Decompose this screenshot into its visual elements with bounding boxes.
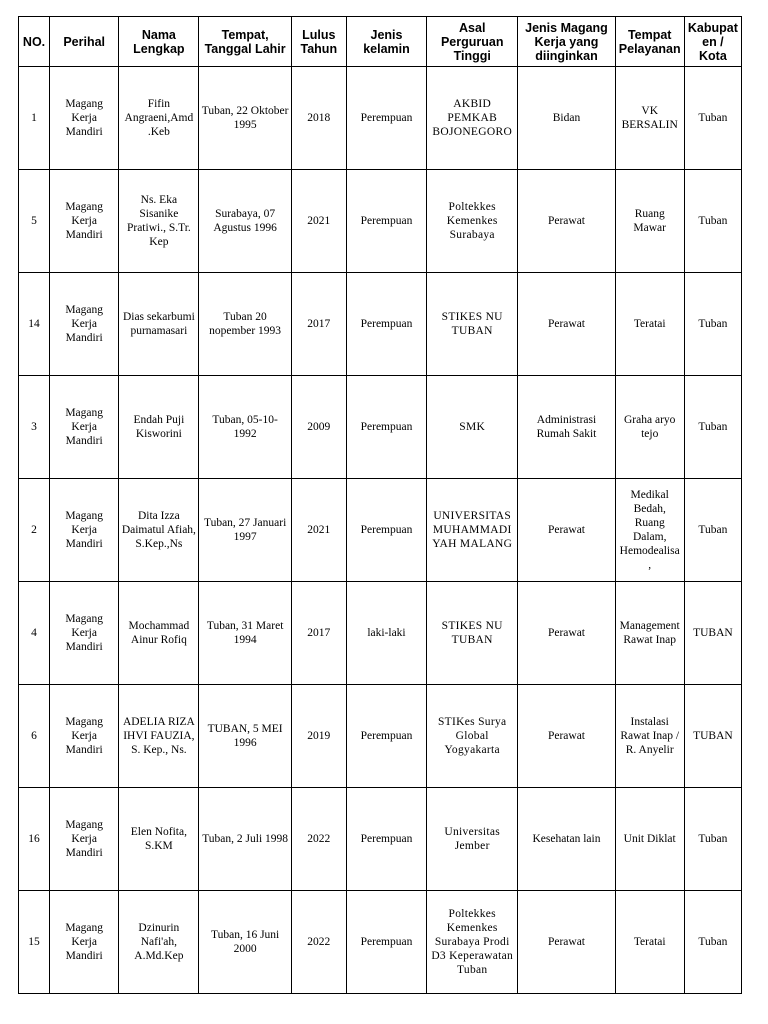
cell-kabupaten: Tuban xyxy=(684,67,741,170)
table-row xyxy=(19,479,742,582)
cell-perihal: Magang Kerja Mandiri xyxy=(50,685,119,788)
cell-ttl: Surabaya, 07 Agustus 1996 xyxy=(199,170,291,273)
cell-jenis-magang: Kesehatan lain xyxy=(518,788,615,891)
cell-nama: Elen Nofita, S.KM xyxy=(119,788,199,891)
cell-tempat: Ruang Mawar xyxy=(615,170,684,273)
cell-kabupaten: Tuban xyxy=(684,479,741,582)
cell-kabupaten: Tuban xyxy=(684,788,741,891)
cell-asal: STIKES NU TUBAN xyxy=(427,582,518,685)
cell-jenis-magang: Perawat xyxy=(518,170,615,273)
table-row xyxy=(19,376,742,479)
cell-tempat: Graha aryo tejo xyxy=(615,376,684,479)
cell-tempat: Teratai xyxy=(615,273,684,376)
cell-ttl: TUBAN, 5 MEI 1996 xyxy=(199,685,291,788)
cell-lulus: 2017 xyxy=(291,273,346,376)
cell-asal: STIKes Surya Global Yogyakarta xyxy=(427,685,518,788)
cell-jenis-magang: Perawat xyxy=(518,891,615,994)
cell-perihal: Magang Kerja Mandiri xyxy=(50,582,119,685)
table-row xyxy=(19,685,742,788)
cell-no: 6 xyxy=(19,685,50,788)
cell-perihal: Magang Kerja Mandiri xyxy=(50,170,119,273)
header-row xyxy=(19,17,742,67)
cell-jenis-kelamin: Perempuan xyxy=(346,891,426,994)
cell-lulus: 2009 xyxy=(291,376,346,479)
cell-no: 15 xyxy=(19,891,50,994)
cell-tempat: Teratai xyxy=(615,891,684,994)
table-row xyxy=(19,67,742,170)
cell-ttl: Tuban, 22 Oktober 1995 xyxy=(199,67,291,170)
cell-tempat: Management Rawat Inap xyxy=(615,582,684,685)
cell-asal: Poltekkes Kemenkes Surabaya Prodi D3 Keperawatan Tuban xyxy=(427,891,518,994)
cell-lulus: 2022 xyxy=(291,788,346,891)
cell-nama: Mochammad Ainur Rofiq xyxy=(119,582,199,685)
cell-no: 2 xyxy=(19,479,50,582)
table-header xyxy=(19,17,742,67)
cell-tempat: Medikal Bedah, Ruang Dalam, Hemodealisa , xyxy=(615,479,684,582)
header-jenis-magang: Jenis Magang Kerja yang diinginkan xyxy=(518,17,615,67)
cell-asal: AKBID PEMKAB BOJONEGORO xyxy=(427,67,518,170)
cell-ttl: Tuban, 16 Juni 2000 xyxy=(199,891,291,994)
cell-jenis-kelamin: Perempuan xyxy=(346,479,426,582)
cell-nama: Dzinurin Nafi'ah, A.Md.Kep xyxy=(119,891,199,994)
cell-jenis-kelamin: Perempuan xyxy=(346,376,426,479)
cell-tempat: Instalasi Rawat Inap / R. Anyelir xyxy=(615,685,684,788)
cell-kabupaten: TUBAN xyxy=(684,582,741,685)
cell-jenis-magang: Administrasi Rumah Sakit xyxy=(518,376,615,479)
cell-jenis-magang: Perawat xyxy=(518,685,615,788)
cell-kabupaten: Tuban xyxy=(684,891,741,994)
cell-nama: Fifin Angraeni,Amd .Keb xyxy=(119,67,199,170)
header-kabupaten: Kabupaten / Kota xyxy=(684,17,741,67)
cell-perihal: Magang Kerja Mandiri xyxy=(50,376,119,479)
cell-nama: Dita Izza Daimatul Afiah, S.Kep.,Ns xyxy=(119,479,199,582)
header-lulus: Lulus Tahun xyxy=(291,17,346,67)
header-perihal: Perihal xyxy=(50,17,119,67)
cell-jenis-kelamin: Perempuan xyxy=(346,170,426,273)
table-row xyxy=(19,582,742,685)
cell-jenis-magang: Perawat xyxy=(518,273,615,376)
cell-perihal: Magang Kerja Mandiri xyxy=(50,273,119,376)
cell-jenis-magang: Bidan xyxy=(518,67,615,170)
cell-kabupaten: Tuban xyxy=(684,273,741,376)
cell-asal: SMK xyxy=(427,376,518,479)
header-ttl: Tempat, Tanggal Lahir xyxy=(199,17,291,67)
table-row xyxy=(19,273,742,376)
header-jenis-kelamin: Jenis kelamin xyxy=(346,17,426,67)
cell-perihal: Magang Kerja Mandiri xyxy=(50,891,119,994)
cell-tempat: VK BERSALIN xyxy=(615,67,684,170)
table-row xyxy=(19,788,742,891)
cell-ttl: Tuban, 2 Juli 1998 xyxy=(199,788,291,891)
cell-jenis-kelamin: Perempuan xyxy=(346,685,426,788)
cell-kabupaten: Tuban xyxy=(684,376,741,479)
cell-lulus: 2018 xyxy=(291,67,346,170)
cell-ttl: Tuban, 31 Maret 1994 xyxy=(199,582,291,685)
cell-asal: Poltekkes Kemenkes Surabaya xyxy=(427,170,518,273)
cell-lulus: 2019 xyxy=(291,685,346,788)
header-nama: Nama Lengkap xyxy=(119,17,199,67)
header-no: NO. xyxy=(19,17,50,67)
cell-kabupaten: TUBAN xyxy=(684,685,741,788)
cell-jenis-magang: Perawat xyxy=(518,582,615,685)
cell-lulus: 2022 xyxy=(291,891,346,994)
intern-table xyxy=(18,16,742,994)
cell-no: 4 xyxy=(19,582,50,685)
header-tempat: Tempat Pelayanan xyxy=(615,17,684,67)
cell-nama: ADELIA RIZA IHVI FAUZIA, S. Kep., Ns. xyxy=(119,685,199,788)
cell-nama: Ns. Eka Sisanike Pratiwi., S.Tr. Kep xyxy=(119,170,199,273)
cell-ttl: Tuban, 27 Januari 1997 xyxy=(199,479,291,582)
cell-lulus: 2021 xyxy=(291,170,346,273)
cell-perihal: Magang Kerja Mandiri xyxy=(50,788,119,891)
cell-tempat: Unit Diklat xyxy=(615,788,684,891)
cell-kabupaten: Tuban xyxy=(684,170,741,273)
table-row xyxy=(19,170,742,273)
cell-nama: Dias sekarbumi purnamasari xyxy=(119,273,199,376)
cell-perihal: Magang Kerja Mandiri xyxy=(50,67,119,170)
cell-ttl: Tuban 20 nopember 1993 xyxy=(199,273,291,376)
cell-jenis-kelamin: Perempuan xyxy=(346,273,426,376)
cell-no: 5 xyxy=(19,170,50,273)
table-row xyxy=(19,891,742,994)
cell-no: 14 xyxy=(19,273,50,376)
cell-ttl: Tuban, 05-10-1992 xyxy=(199,376,291,479)
cell-jenis-kelamin: Perempuan xyxy=(346,67,426,170)
header-asal: Asal Perguruan Tinggi xyxy=(427,17,518,67)
cell-asal: STIKES NU TUBAN xyxy=(427,273,518,376)
cell-lulus: 2021 xyxy=(291,479,346,582)
cell-no: 3 xyxy=(19,376,50,479)
cell-jenis-magang: Perawat xyxy=(518,479,615,582)
cell-perihal: Magang Kerja Mandiri xyxy=(50,479,119,582)
cell-asal: Universitas Jember xyxy=(427,788,518,891)
cell-no: 1 xyxy=(19,67,50,170)
cell-lulus: 2017 xyxy=(291,582,346,685)
cell-jenis-kelamin: Perempuan xyxy=(346,788,426,891)
cell-nama: Endah Puji Kisworini xyxy=(119,376,199,479)
cell-jenis-kelamin: laki-laki xyxy=(346,582,426,685)
cell-asal: UNIVERSITAS MUHAMMADI YAH MALANG xyxy=(427,479,518,582)
cell-no: 16 xyxy=(19,788,50,891)
table-body xyxy=(19,67,742,994)
